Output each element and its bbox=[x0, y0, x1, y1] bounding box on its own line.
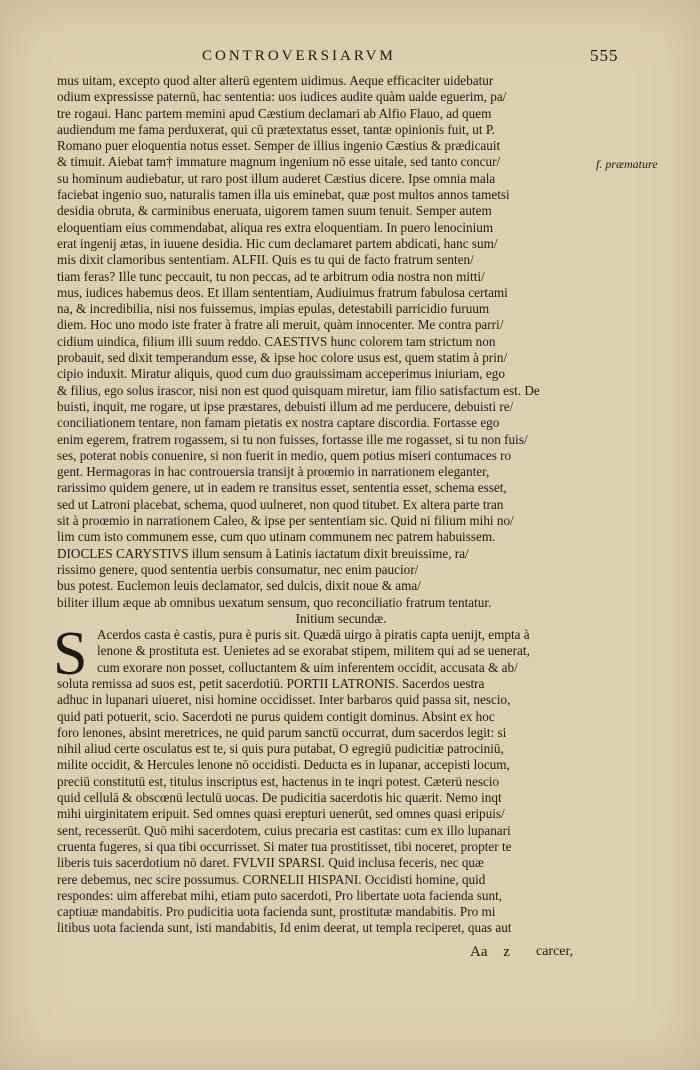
text-line: rere debemus, nec scire possumus. CORNELII HISPANI. Occidisti homine, quid bbox=[57, 871, 486, 887]
text-line: lenone & prostituta est. Uenietes ad se exorabat stipem, militem qui ad se uenerat, bbox=[97, 643, 530, 659]
text-before-heading bbox=[57, 73, 585, 611]
text-line: eloquentiam eius commendabat, aliqua res extra eloquentiam. In puero lenocinium bbox=[57, 219, 494, 235]
text-line: mis dixit clamoribus sententiam. ALFII. Quis es tu qui de facto fratrum senten/ bbox=[57, 252, 474, 268]
text-line: rissimo genere, quod sententia uerbis consumatur, nec enim paucior/ bbox=[57, 561, 419, 577]
text-line: mus, iudices habemus deos. Et illam sententiam, Audiuimus fratrum fabulosa certami bbox=[57, 284, 508, 300]
text-line: tre rogaui. Hanc partem memini apud Cæstium declamari ab Alfio Flauo, ad quem bbox=[57, 105, 492, 121]
text-line: rarissimo quidem genere, ut in eadem re transitus esset, sententia esset, schema esset, bbox=[57, 480, 507, 496]
text-line: sent, recesserūt. Quō mihi sacerdotem, cuius precaria est castitas: cum ex illo lupanari bbox=[57, 822, 511, 838]
text-line: captiuæ mandabitis. Pro pudicitia uota facienda sunt, prostitutæ mandabitis. Pro mi bbox=[57, 904, 496, 920]
text-line: Romano puer eloquentia notus esset. Semper de illius ingenio Cæstius & prædicauit bbox=[57, 138, 501, 154]
catchword: carcer, bbox=[536, 944, 574, 959]
text-line: faciebat ingenio suo, naturalis tamen illa uis eminebat, quæ post multos annos tametsi bbox=[57, 187, 510, 203]
running-title: CONTROVERSIARVM bbox=[202, 48, 396, 64]
text-line: soluta remissa ad suos est, petit sacerdotiū. PORTII LATRONIS. Sacerdos uestra bbox=[57, 675, 485, 691]
text-line: cum exorare non posset, colluctantem & uim inferentem occidit, accusata & ab/ bbox=[97, 659, 518, 675]
text-line: audiendum me fama perduxerat, qui cū prætextatus esset, tantæ opinionis fuit, ut P. bbox=[57, 121, 496, 137]
text-line: Acerdos casta è castis, pura è puris sit. Quædā uirgo à piratis capta uenijt, empta à bbox=[97, 627, 530, 643]
text-line: biliter illum æque ab omnibus uexatum sensum, quo reconciliatio fratrum tentatur. bbox=[57, 594, 492, 610]
text-line: mus uitam, excepto quod alter alterū egentem uidimus. Aeque efficaciter uidebatur bbox=[57, 73, 494, 88]
text-line: respondes: uim afferebat mihi, etiam puto sacerdoti, Pro libertate uota facienda sunt, bbox=[57, 887, 503, 903]
text-line: sed ut Latroni placebat, schema, quod uulneret, non quod titubet. Ex altera parte tran bbox=[57, 496, 504, 512]
text-line: conciliationem tentare, non famam pietatis ex nostra captare discordia. Fortasse ego bbox=[57, 415, 500, 431]
text-line: adhuc in lupanari uiueret, nisi homine occidisset. Inter barbaros quid passa sit, nescio, bbox=[57, 692, 511, 708]
text-line: liberis tuis sacerdotium nō daret. FVLVII SPARSI. Quid inclusa feceris, nec quæ bbox=[57, 855, 484, 871]
text-line: probauit, sed dixit temperandum esse, & ipse hoc colore usus est, quem statim à prin/ bbox=[57, 350, 508, 366]
text-line: su hominum audiebatur, ut raro post illum auderet Cæstius dicere. Ipse omnia mala bbox=[57, 170, 496, 186]
text-after-heading bbox=[53, 620, 585, 937]
text-line: tiam feras? Ille tunc peccauit, tu non peccas, ad te arbitrum odia nostra non mitti/ bbox=[57, 268, 485, 284]
section-heading: Initium secundæ. bbox=[295, 610, 387, 626]
text-line: cipio induxit. Miratur aliquis, quod cum duo grauissimam acceperimus iniuriam, ego bbox=[57, 366, 505, 382]
text-line: nihil aliud certe osculatus est te, si quis pura putabat, O egregiū pudicitiæ patrociniū, bbox=[57, 741, 504, 757]
text-line: enim egerem, fratrem rogassem, si tu non fuisses, fortasse ille me rogasset, si tu non fuis/ bbox=[57, 431, 528, 447]
text-line: cidium uindica, filium illi suum reddo. CAESTIVS hunc colorem tam strictum non bbox=[57, 333, 496, 349]
text-line: quid cellulā & obscœnū lectulū uocas. De pudicitia sacerdotis hic quærit. Nemo inqt bbox=[57, 790, 502, 806]
text-line: buisti, inquit, me rogare, ut ipse præstares, debuisti illum ad me perducere, debuisti re/ bbox=[57, 398, 514, 414]
marginal-note: f. præmature bbox=[596, 157, 658, 171]
text-line: ses, poterat nobis conuenire, si non fuerit in medio, quem potius miseri contumaces ro bbox=[57, 447, 512, 463]
signature-mark: Aa z bbox=[470, 944, 510, 960]
text-line: mihi uirginitatem eripuit. Sed omnes quasi erepturi uenerūt, sed omnes quasi eripuis/ bbox=[57, 806, 505, 822]
text-line: lim cum isto communem esse, cum quo utinam communem nec patrem habuissem. bbox=[57, 529, 496, 545]
text-line: DIOCLES CARYSTIVS illum sensum à Latinis iactatum dixit breuissime, ra/ bbox=[57, 545, 469, 561]
text-line: bus potest. Euclemon leuis declamator, sed dulcis, dixit noue & ama/ bbox=[57, 578, 421, 594]
drop-capital: S bbox=[53, 620, 88, 689]
text-line: cruenta fugeres, si qua tibi occurrisset. Si mater tua prostitisset, tibi noceret, propter te bbox=[57, 838, 512, 854]
text-line: milite occidit, & Hercules lenone nō occidisti. Deducta es in lupanar, accepisti locum, bbox=[57, 757, 510, 773]
main-text-block bbox=[53, 73, 585, 937]
text-line: & timuit. Aiebat tam† immature magnum ingenium nō esse uitale, sed tanto concur/ bbox=[57, 154, 501, 170]
text-line: gent. Hermagoras in hac controuersia transijt à proœmio in narrationem eleganter, bbox=[57, 464, 490, 480]
text-line: sit à proœmio in narrationem Caleo, & ipse per sententiam sic. Quid ni filium mihi no/ bbox=[57, 513, 514, 529]
text-line: foro lenones, absint meretrices, ne quid parum sanctū occurrat, dum sacerdos legit: si bbox=[57, 724, 507, 740]
text-line: odium expressisse paternū, hac sententia: uos iudices audite quàm ualde eguerim, pa/ bbox=[57, 89, 507, 105]
text-line: erat ingenij ætas, in iuuene desidia. Hic cum declamaret partem abdicati, hanc sum/ bbox=[57, 235, 498, 251]
text-line: litibus uota facienda sunt, isti mandabitis, Id enim deerat, ut templa reciperet, quas aut bbox=[57, 920, 512, 936]
text-line: diem. Hoc uno modo iste frater à fratre ali meruit, quàm innocenter. Me contra parri/ bbox=[57, 317, 504, 333]
text-line: quid pati potuerit, scio. Sacerdoti ne purus quidem contigit dominus. Absint ex hoc bbox=[57, 708, 495, 724]
text-line: na, & incredibilia, nisi nos fuissemus, impias epulas, detestabili parricidio furuum bbox=[57, 301, 490, 317]
text-line: desidia obruta, & carminibus eneruata, uigorem tamen suum tenuit. Semper autem bbox=[57, 203, 492, 219]
text-line: & filius, ego solus irascor, nisi non est quod quisquam miretur, iam filio satisfactum est. De bbox=[57, 382, 540, 398]
page-number: 555 bbox=[590, 46, 619, 65]
text-line: preciū constitutū est, titulus inscriptus est, hactenus in te inqri potest. Cæterū nescio bbox=[57, 773, 500, 789]
